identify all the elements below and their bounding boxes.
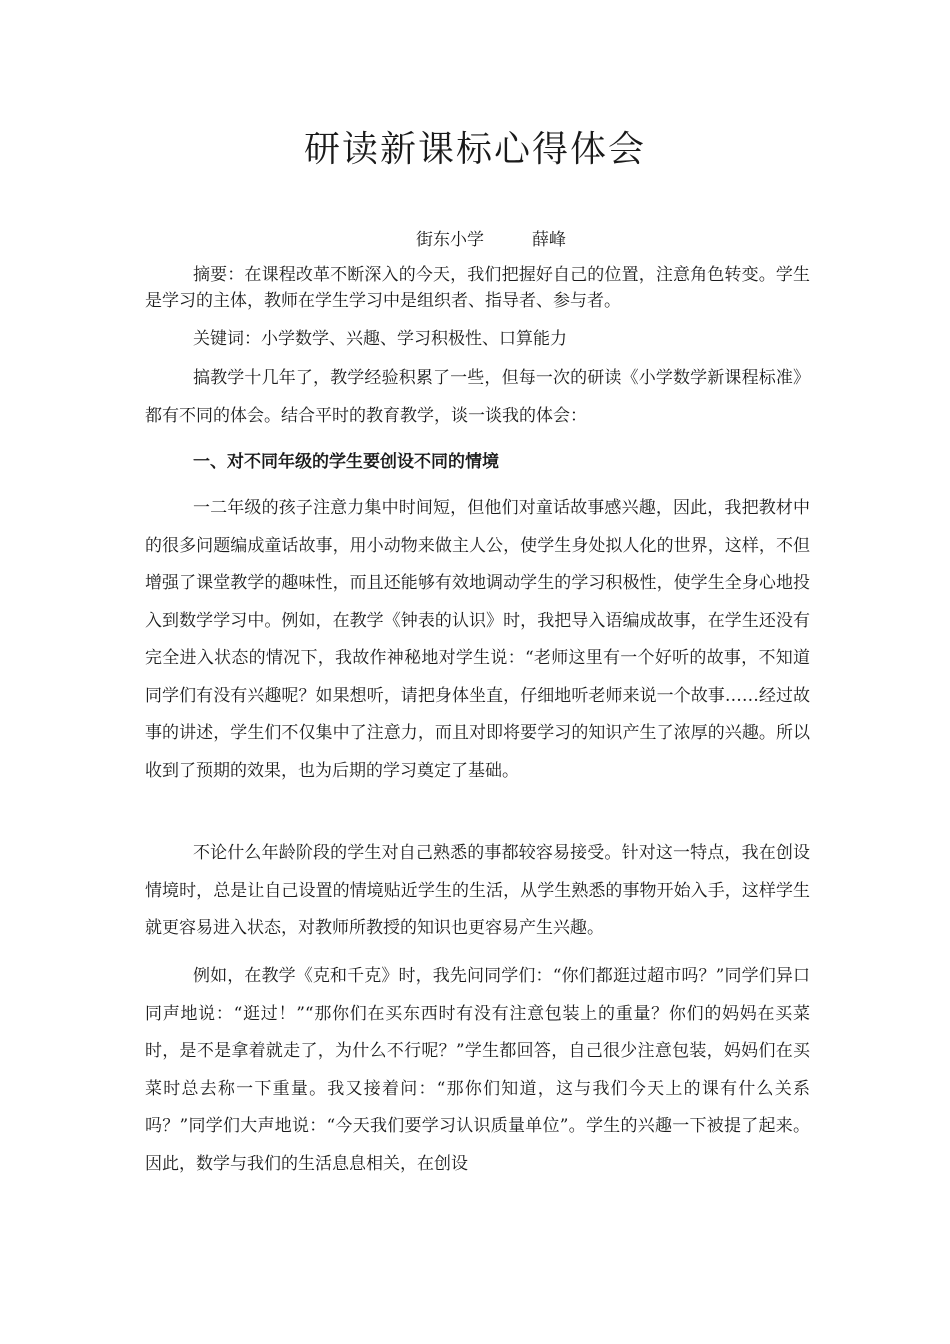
keywords-paragraph: 关键词：小学数学、兴趣、学习积极性、口算能力	[193, 329, 567, 349]
author-line	[416, 228, 566, 252]
body-paragraph-3: 例如，在教学《克和千克》时，我先问同学们：“你们都逛过超市吗？”同学们异口同声地说：“逛过！”“那你们在买东西时有没有注意包装上的重量？你们的妈妈在买菜时，是不是拿着就走了，为什么不行呢？”学生都回答，自己很少注意包装，妈妈们在买菜时总去称一下重量。我又接着问：“那你们知道，这与我们今天上的课有什么关系吗？”同学们大声地说：“今天我们要学习认识质量单位”。学生的兴趣一下被提了起来。因此，数学与我们的生活息息相关，在创设	[145, 966, 810, 1174]
document-title: 研读新课标心得体会	[303, 129, 646, 170]
body-paragraph-1: 一二年级的孩子注意力集中时间短，但他们对童话故事感兴趣，因此，我把教材中的很多问题编成童话故事，用小动物来做主人公，使学生身处拟人化的世界，这样，不但增强了课堂教学的趣味性，而且还能够有效地调动学生的学习积极性，使学生全身心地投入到数学学习中。例如，在教学《钟表的认识》时，我把导入语编成故事，在学生还没有完全进入状态的情况下，我故作神秘地对学生说：“老师这里有一个好听的故事，不知道同学们有没有兴趣呢？如果想听，请把身体坐直，仔细地听老师来说一个故事……经过故事的讲述，学生们不仅集中了注意力，而且对即将要学习的知识产生了浓厚的兴趣。所以收到了预期的效果，也为后期的学习奠定了基础。	[145, 498, 810, 781]
author-school: 街东小学	[416, 230, 484, 250]
author-name: 薛峰	[532, 230, 566, 250]
abstract-paragraph: 摘要：在课程改革不断深入的今天，我们把握好自己的位置，注意角色转变。学生是学习的主体，教师在学生学习中是组织者、指导者、参与者。	[145, 265, 810, 311]
section-heading: 一、对不同年级的学生要创设不同的情境	[193, 452, 499, 472]
body-paragraph-2: 不论什么年龄阶段的学生对自己熟悉的事都较容易接受。针对这一特点，我在创设情境时，总是让自己设置的情境贴近学生的生活，从学生熟悉的事物开始入手，这样学生就更容易进入状态，对教师所教授的知识也更容易产生兴趣。	[145, 843, 810, 938]
intro-paragraph: 搞教学十几年了，教学经验积累了一些，但每一次的研读《小学数学新课程标准》都有不同的体会。结合平时的教育教学，谈一谈我的体会：	[145, 368, 810, 426]
